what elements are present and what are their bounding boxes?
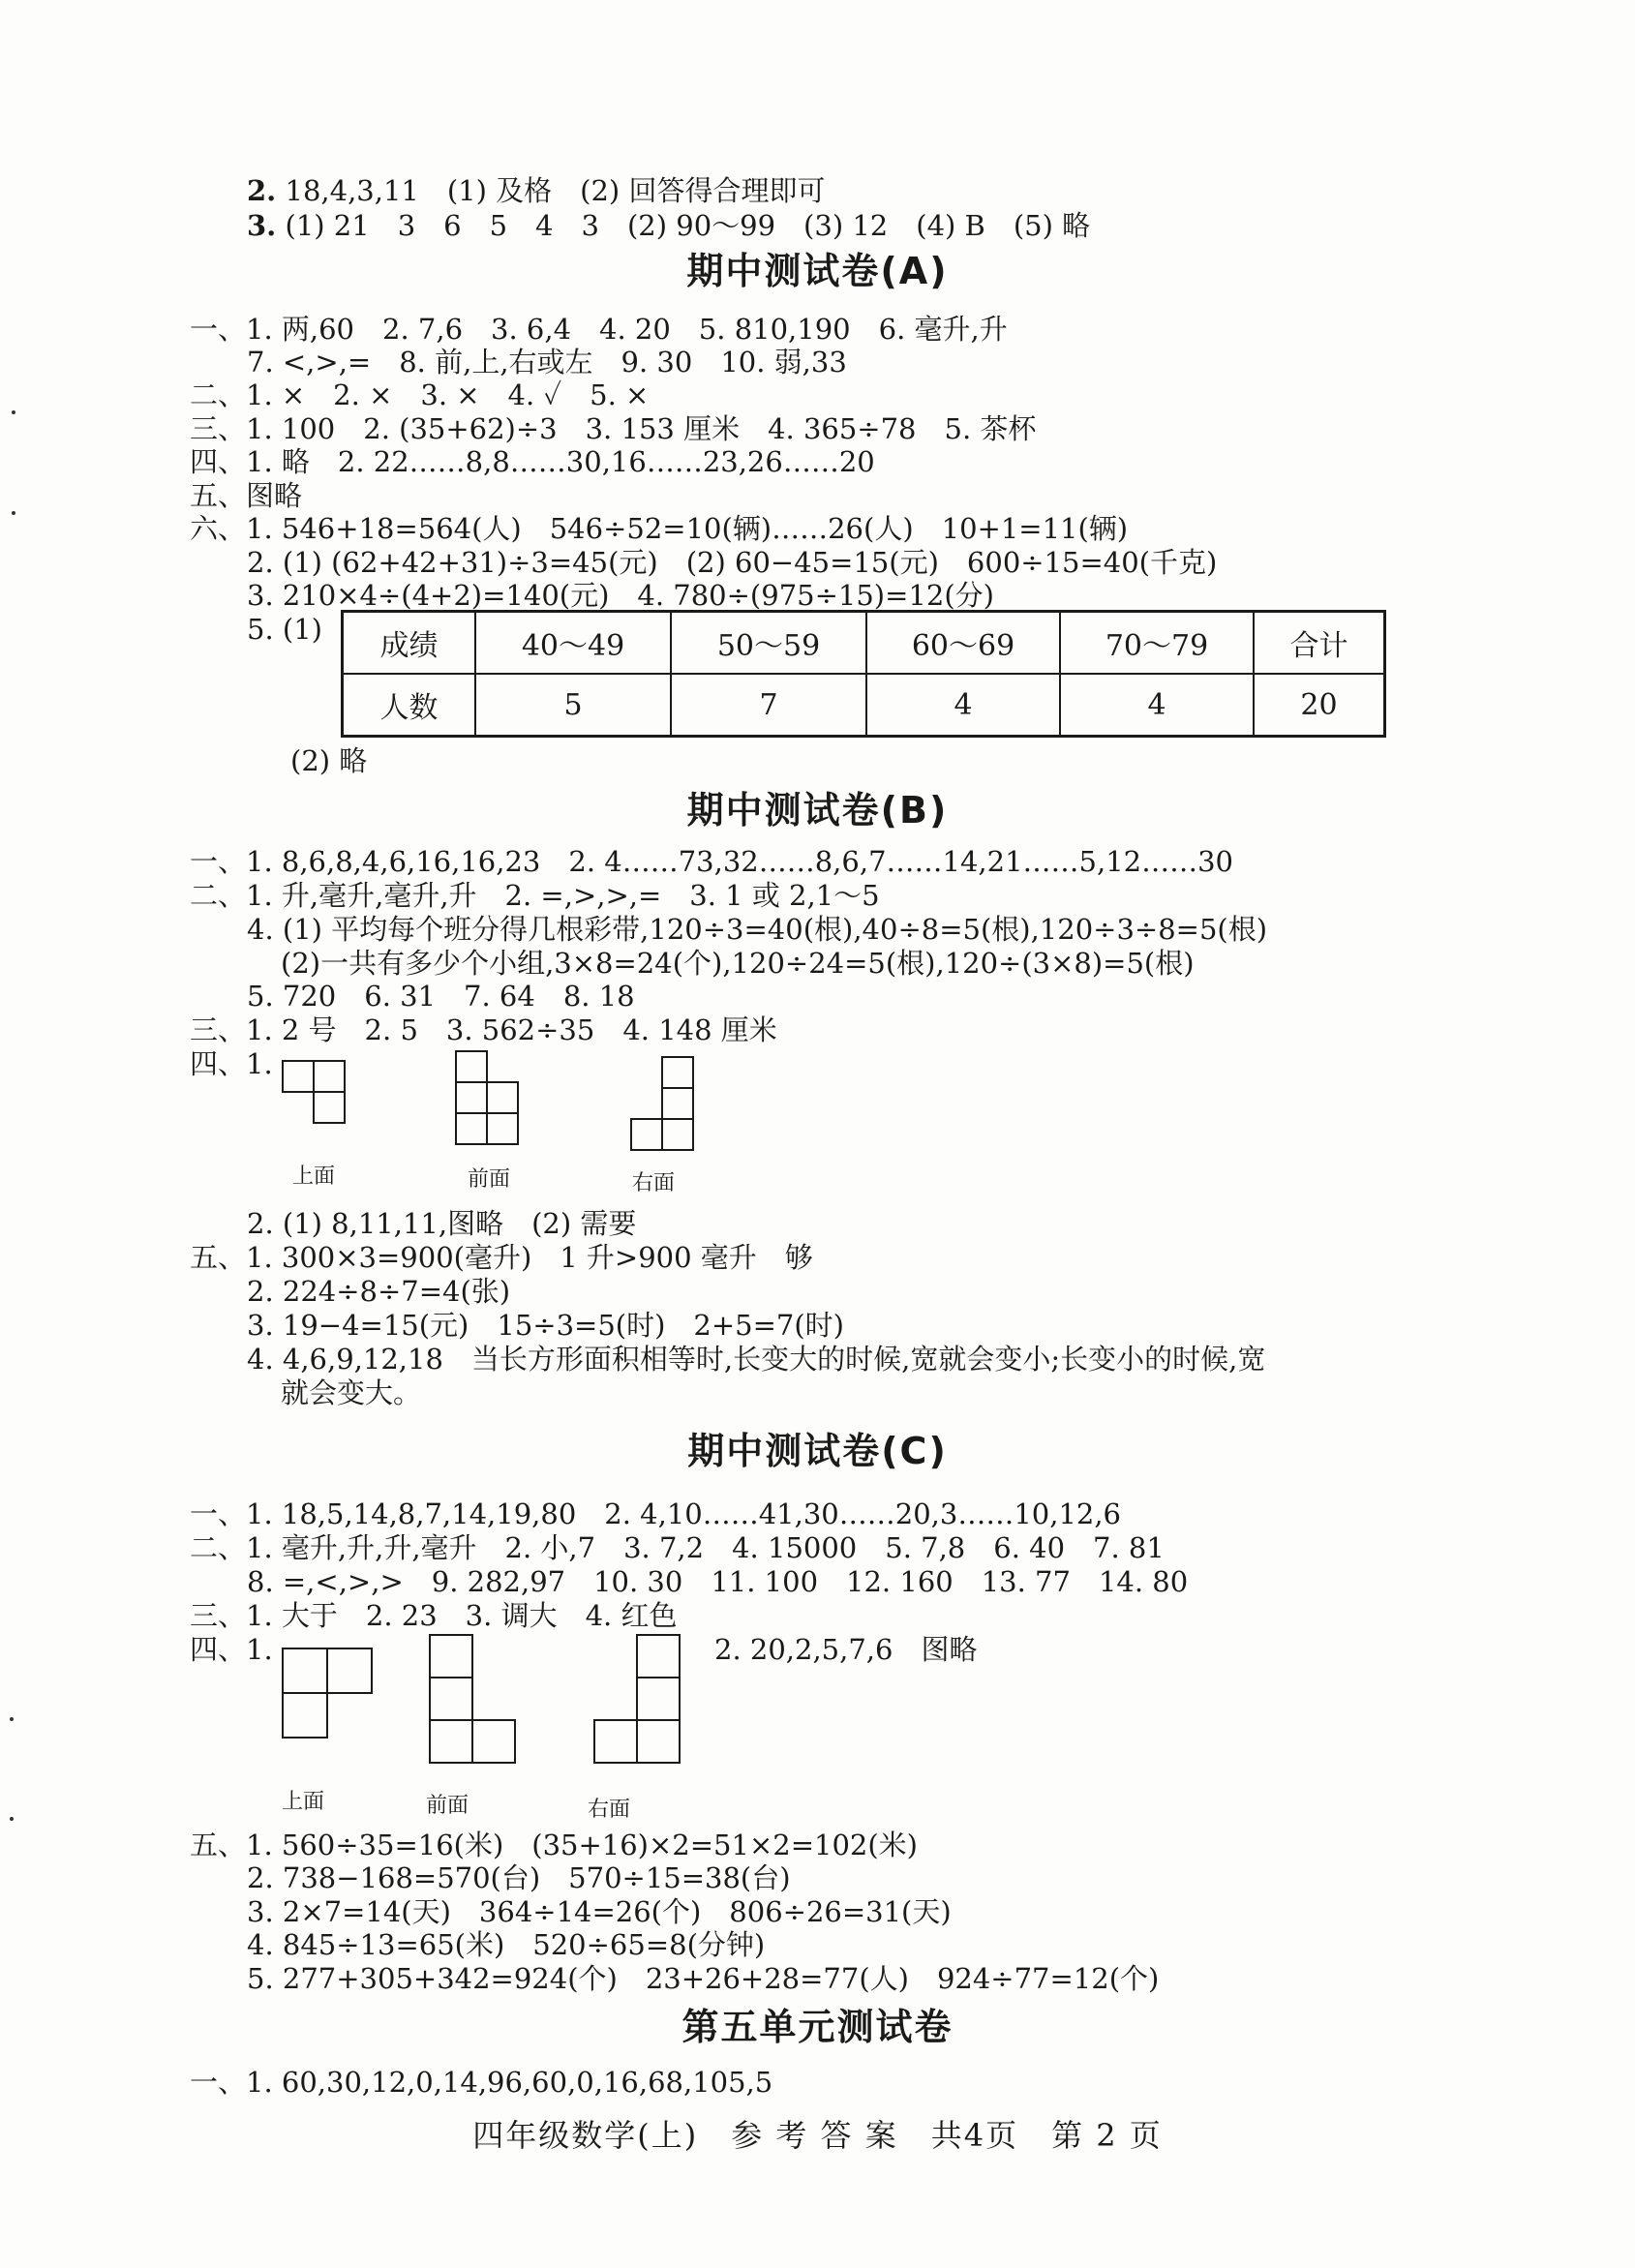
section-title-b: 期中测试卷(B) [686, 789, 949, 832]
table-cell: 70～79 [1060, 612, 1254, 675]
answer-line: 二、1. × 2. × 3. × 4. ✓ 5. × [190, 378, 650, 411]
table-row [343, 674, 1385, 737]
answer-line: 3. 2×7=14(天) 364÷14=26(个) 806÷26=31(天) [247, 1895, 952, 1928]
answer-line: 一、1. 60,30,12,0,14,96,60,0,16,68,105,5 [190, 2066, 773, 2099]
table-cell: 50～59 [671, 612, 866, 675]
answer-line: 3. (1) 21 3 6 5 4 3 (2) 90～99 (3) 12 (4) B (5) 略 [247, 209, 1091, 242]
caption-front-view: 前面 [426, 1794, 469, 1818]
caption-top-view: 上面 [292, 1164, 336, 1189]
table-cell: 成绩 [343, 612, 476, 675]
table-cell: 5 [475, 674, 671, 737]
table-cell: 20 [1254, 674, 1385, 737]
margin-speck [12, 410, 15, 414]
caption-right-view: 右面 [588, 1798, 631, 1822]
caption-front-view: 前面 [468, 1167, 511, 1192]
table-cell: 合计 [1254, 612, 1385, 675]
answer-line: 4. 845÷13=65(米) 520÷65=8(分钟) [247, 1928, 766, 1961]
answer-line: 四、1. [190, 1047, 273, 1080]
answer-line: 5. 720 6. 31 7. 64 8. 18 [247, 980, 635, 1013]
answer-line: 2. 20,2,5,7,6 图略 [714, 1633, 978, 1666]
caption-top-view: 上面 [282, 1790, 325, 1814]
answer-line: 五、1. 300×3=900(毫升) 1 升>900 毫升 够 [190, 1241, 813, 1274]
margin-speck [10, 1717, 14, 1721]
answer-line: 7. <,>,= 8. 前,上,右或左 9. 30 10. 弱,33 [247, 346, 847, 378]
answer-line: 五、图略 [190, 479, 303, 512]
answer-line: 二、1. 升,毫升,毫升,升 2. =,>,>,= 3. 1 或 2,1～5 [190, 879, 880, 912]
answer-line: (2) 略 [290, 744, 368, 777]
answer-line: 8. =,<,>,> 9. 282,97 10. 30 11. 100 12. 160 13. 77 14. 80 [247, 1565, 1189, 1598]
answer-line: 一、1. 两,60 2. 7,6 3. 6,4 4. 20 5. 810,190 6. 毫升,升 [190, 313, 1008, 346]
answer-line: 3. 210×4÷(4+2)=140(元) 4. 780÷(975÷15)=12(分) [247, 579, 994, 612]
answer-line: 2. (1) 8,11,11,图略 (2) 需要 [247, 1207, 637, 1240]
table-row [343, 612, 1385, 675]
caption-right-view: 右面 [632, 1171, 676, 1195]
answer-line: 4. (1) 平均每个班分得几根彩带,120÷3=40(根),40÷8=5(根),120÷3÷8=5(根) [247, 913, 1268, 946]
answer-line: 3. 19−4=15(元) 15÷3=5(时) 2+5=7(时) [247, 1309, 844, 1342]
answer-line: 四、1. [190, 1633, 273, 1666]
table-cell: 40～49 [475, 612, 671, 675]
answer-line: 二、1. 毫升,升,升,毫升 2. 小,7 3. 7,2 4. 15000 5. 7,8 6. 40 7. 81 [190, 1531, 1165, 1564]
answer-line: 4. 4,6,9,12,18 当长方形面积相等时,长变大的时候,宽就会变小;长变小的时候,宽 [247, 1343, 1266, 1376]
answer-line: 2. (1) (62+42+31)÷3=45(元) (2) 60−45=15(元) 600÷15=40(千克) [247, 546, 1218, 579]
table-cell: 4 [1060, 674, 1254, 737]
answer-line: 三、1. 100 2. (35+62)÷3 3. 153 厘米 4. 365÷78 5. 茶杯 [190, 412, 1037, 445]
answer-line: 六、1. 546+18=564(人) 546÷52=10(辆)……26(人) 10+1=11(辆) [190, 512, 1129, 545]
answer-line: (2)一共有多少个小组,3×8=24(个),120÷24=5(根),120÷(3×8)=5(根) [281, 947, 1195, 980]
table-cell: 人数 [343, 674, 476, 737]
margin-speck [12, 511, 15, 515]
table-cell: 7 [671, 674, 866, 737]
section-title-a: 期中测试卷(A) [686, 250, 949, 292]
section-title-d: 第五单元测试卷 [681, 2006, 954, 2048]
table-cell: 4 [866, 674, 1060, 737]
answer-line: 5. 277+305+342=924(个) 23+26+28=77(人) 924÷77=12(个) [247, 1962, 1160, 1995]
answer-line: 三、1. 大于 2. 23 3. 调大 4. 红色 [190, 1599, 678, 1632]
section-title-c: 期中测试卷(C) [687, 1430, 948, 1472]
answer-line: 2. 18,4,3,11 (1) 及格 (2) 回答得合理即可 [247, 174, 826, 207]
answer-line: 2. 224÷8÷7=4(张) [247, 1275, 511, 1308]
margin-speck [10, 1817, 14, 1821]
score-table [341, 610, 1386, 738]
answer-line: 一、1. 8,6,8,4,6,16,16,23 2. 4……73,32……8,6,7……14,21……5,12……30 [190, 845, 1234, 878]
answer-line: 5. (1) [247, 613, 322, 646]
answer-line: 四、1. 略 2. 22……8,8……30,16……23,26……20 [190, 445, 875, 478]
answer-line: 2. 738−168=570(台) 570÷15=38(台) [247, 1861, 791, 1894]
answer-line: 就会变大。 [281, 1376, 422, 1409]
answer-line: 五、1. 560÷35=16(米) (35+16)×2=51×2=102(米) [190, 1829, 918, 1861]
page-footer: 四年级数学(上) 参 考 答 案 共4页 第 2 页 [472, 2117, 1163, 2154]
table-cell: 60～69 [866, 612, 1060, 675]
answer-line: 一、1. 18,5,14,8,7,14,19,80 2. 4,10……41,30……20,3……10,12,6 [190, 1497, 1122, 1530]
answer-line: 三、1. 2 号 2. 5 3. 562÷35 4. 148 厘米 [190, 1013, 777, 1046]
